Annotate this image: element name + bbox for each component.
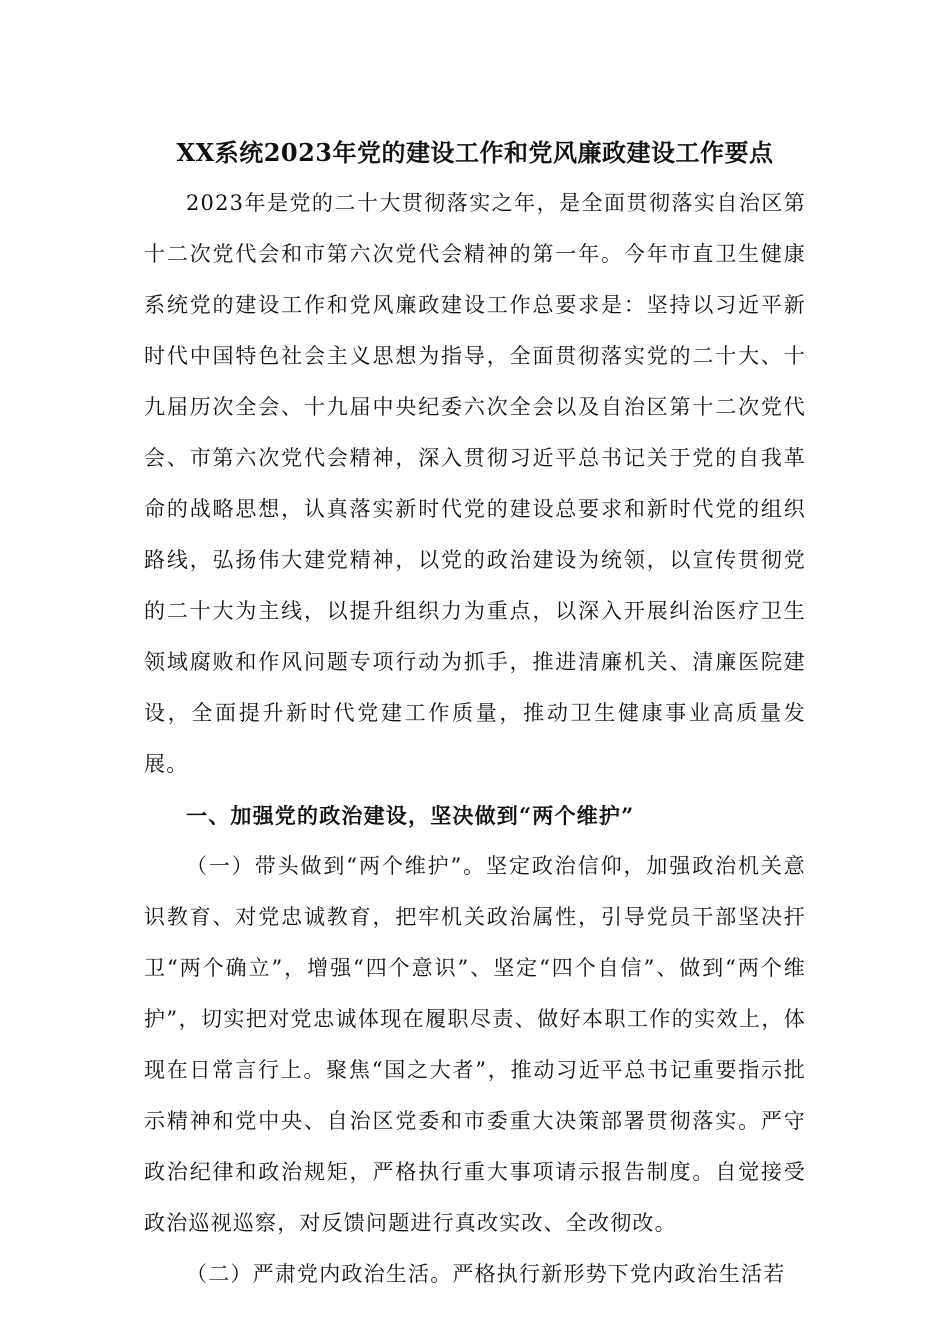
section-heading-1: 一、加强党的政治建设，坚决做到“两个维护”	[186, 803, 635, 828]
document-body	[144, 178, 806, 1300]
intro-paragraph: 2023年是党的二十大贯彻落实之年，是全面贯彻落实自治区第十二次党代会和市第六次党代会精神的第一年。今年市直卫生健康系统党的建设工作和党风廉政建设工作总要求是：坚持以习近平新时代中国特色社会主义思想为指导，全面贯彻落实党的二十大、十九届历次全会、十九届中央纪委六次全会以及自治区第十二次党代会、市第六次党代会精神，深入贯彻习近平总书记关于党的自我革命的战略思想，认真落实新时代党的建设总要求和新时代党的组织路线，弘扬伟大建党精神，以党的政治建设为统领，以宣传贯彻党的二十大为主线，以提升组织力为重点，以深入开展纠治医疗卫生领域腐败和作风问题专项行动为抓手，推进清廉机关、清廉医院建设，全面提升新时代党建工作质量，推动卫生健康事业高质量发展。	[144, 191, 806, 776]
document-title: XX系统2023年党的建设工作和党风廉政建设工作要点	[176, 138, 774, 167]
item-paragraph-2: （二）严肃党内政治生活。严格执行新形势下党内政治生活若	[186, 1262, 786, 1286]
item-paragraph-1: （一）带头做到“两个维护”。坚定政治信仰，加强政治机关意识教育、对党忠诚教育，把牢机关政治属性，引导党员干部坚决扞卫“两个确立”，增强“四个意识”、坚定“四个自信”、做到“两个维护”，切实把对党忠诚体现在履职尽责、做好本职工作的实效上，体现在日常言行上。聚焦“国之大者”，推动习近平总书记重要指示批示精神和党中央、自治区党委和市委重大决策部署贯彻落实。严守政治纪律和政治规矩，严格执行重大事项请示报告制度。自觉接受政治巡视巡察，对反馈问题进行真改实改、全改彻改。	[144, 854, 806, 1235]
